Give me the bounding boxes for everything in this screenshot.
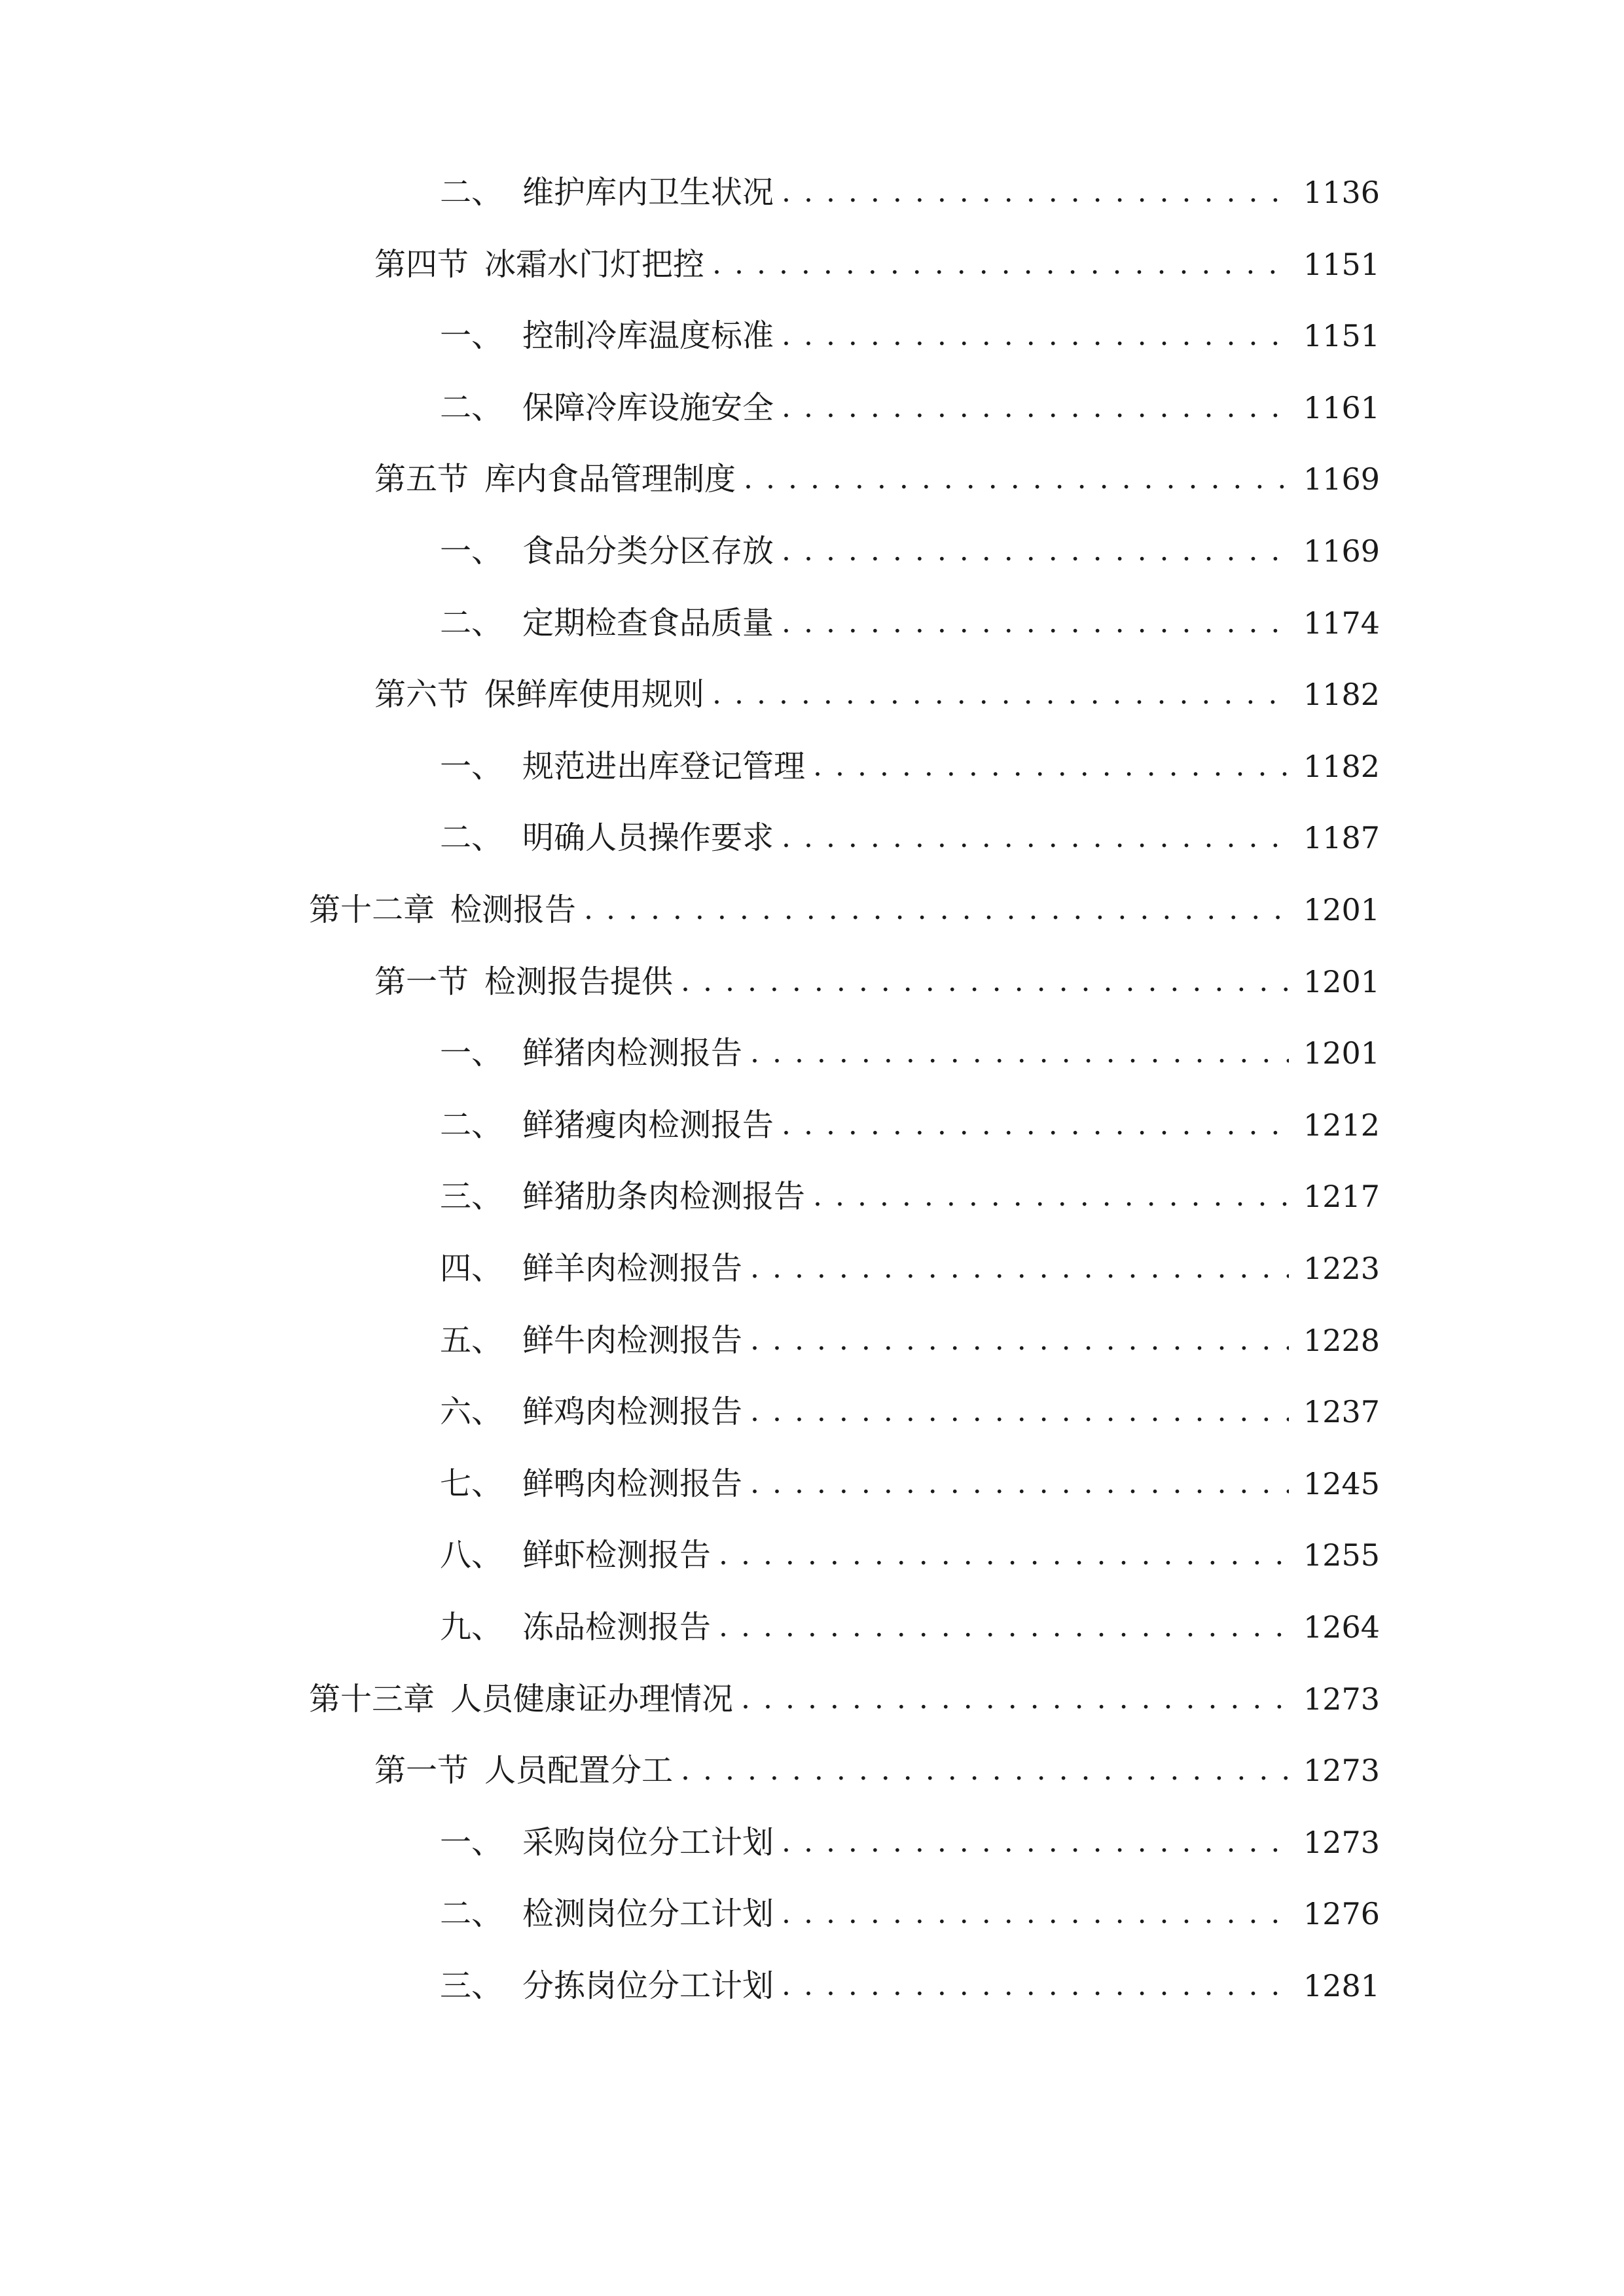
toc-entry-number: 八、 [440, 1537, 503, 1574]
dot-leader [584, 884, 1289, 936]
dot-leader [719, 1529, 1289, 1581]
toc-entry[interactable] [440, 166, 1380, 219]
toc-entry-number: 第五节 [374, 461, 469, 498]
toc-entry-page-number: 1212 [1303, 1107, 1380, 1143]
toc-entry[interactable] [440, 1529, 1380, 1581]
toc-entry-page-number: 1245 [1303, 1465, 1380, 1501]
dot-leader [782, 1816, 1289, 1869]
toc-entry[interactable] [440, 1027, 1380, 1079]
dot-leader [782, 310, 1289, 362]
toc-entry-title: 保鲜库使用规则 [484, 676, 705, 713]
toc-entry-title: 人员配置分工 [484, 1752, 674, 1789]
toc-entry[interactable] [440, 1170, 1380, 1223]
toc-entry-number: 九、 [440, 1609, 503, 1645]
dot-leader [782, 1960, 1289, 2012]
dot-leader [750, 1386, 1289, 1438]
toc-entry-number: 三、 [440, 1967, 503, 2004]
dot-leader [782, 525, 1289, 577]
toc-entry-page-number: 1273 [1303, 1824, 1380, 1860]
toc-entry-page-number: 1273 [1303, 1753, 1380, 1789]
toc-entry-page-number: 1273 [1303, 1681, 1380, 1717]
dot-leader [750, 1027, 1289, 1079]
toc-entry-page-number: 1136 [1303, 175, 1380, 210]
toc-entry[interactable] [440, 1099, 1380, 1151]
toc-entry-number: 一、 [440, 317, 503, 355]
dot-leader [782, 597, 1289, 649]
dot-leader [744, 453, 1289, 505]
toc-entry[interactable] [374, 668, 1380, 721]
toc-entry[interactable] [440, 310, 1380, 362]
toc-entry-number: 二、 [440, 604, 503, 641]
toc-entry[interactable] [374, 1744, 1380, 1797]
toc-entry-title: 保障冷库设施安全 [522, 389, 774, 426]
toc-entry-page-number: 1237 [1303, 1394, 1380, 1430]
toc-entry[interactable] [440, 1386, 1380, 1438]
toc-entry-page-number: 1228 [1303, 1322, 1380, 1358]
toc-entry-number: 第一节 [374, 963, 469, 1000]
toc-entry-title: 食品分类分区存放 [522, 533, 774, 569]
toc-entry-page-number: 1201 [1303, 963, 1380, 999]
toc-entry-page-number: 1182 [1303, 677, 1380, 713]
toc-entry-page-number: 1281 [1303, 1968, 1380, 2003]
dot-leader [782, 1099, 1289, 1151]
dot-leader [813, 1170, 1289, 1223]
toc-entry[interactable] [374, 453, 1380, 505]
toc-entry-number: 二、 [440, 819, 503, 857]
toc-entry-page-number: 1151 [1303, 246, 1380, 282]
toc-entry[interactable] [440, 1960, 1380, 2012]
toc-entry-number: 五、 [440, 1321, 503, 1359]
toc-entry-number: 三、 [440, 1178, 503, 1215]
toc-entry-title: 采购岗位分工计划 [522, 1823, 774, 1861]
toc-entry-page-number: 1169 [1303, 461, 1380, 497]
toc-entry-page-number: 1276 [1303, 1896, 1380, 1932]
toc-entry[interactable] [309, 884, 1380, 936]
toc-entry-title: 分拣岗位分工计划 [522, 1967, 774, 2004]
toc-entry-title: 鲜鸭肉检测报告 [522, 1465, 743, 1502]
toc-entry-page-number: 1182 [1303, 748, 1380, 784]
toc-entry-title: 鲜羊肉检测报告 [522, 1250, 743, 1287]
toc-entry-title: 规范进出库登记管理 [522, 747, 806, 785]
toc-entry-page-number: 1161 [1303, 389, 1380, 425]
toc-entry-page-number: 1201 [1303, 1035, 1380, 1071]
toc-entry-title: 鲜猪瘦肉检测报告 [522, 1106, 774, 1143]
toc-entry[interactable] [440, 382, 1380, 434]
dot-leader [750, 1242, 1289, 1295]
toc-entry-number: 二、 [440, 389, 503, 426]
toc-entry-number: 一、 [440, 747, 503, 785]
toc-entry-number: 六、 [440, 1393, 503, 1431]
dot-leader [719, 1601, 1289, 1653]
toc-entry[interactable] [440, 740, 1380, 793]
toc-entry-title: 检测报告 [450, 891, 577, 928]
dot-leader [712, 668, 1289, 721]
toc-entry[interactable] [309, 1673, 1380, 1725]
toc-entry-number: 二、 [440, 1106, 503, 1143]
dot-leader [750, 1314, 1289, 1367]
toc-entry-title: 检测报告提供 [484, 963, 674, 1000]
toc-entry-number: 七、 [440, 1465, 503, 1502]
toc-entry-page-number: 1217 [1303, 1179, 1380, 1215]
toc-entry[interactable] [440, 1314, 1380, 1367]
toc-entry-page-number: 1169 [1303, 533, 1380, 569]
toc-entry-title: 冻品检测报告 [522, 1609, 712, 1645]
toc-entry-number: 二、 [440, 174, 503, 211]
toc-entry[interactable] [440, 525, 1380, 577]
toc-entry-page-number: 1151 [1303, 318, 1380, 354]
dot-leader [750, 1458, 1289, 1510]
dot-leader [782, 812, 1289, 864]
toc-entry-page-number: 1187 [1303, 820, 1380, 856]
toc-entry-number: 四、 [440, 1250, 503, 1287]
toc-entry-number: 第十三章 [309, 1680, 435, 1717]
toc-entry-title: 鲜猪肉检测报告 [522, 1035, 743, 1072]
toc-entry[interactable] [374, 238, 1380, 291]
toc-entry[interactable] [374, 956, 1380, 1008]
toc-entry-title: 鲜鸡肉检测报告 [522, 1393, 743, 1431]
dot-leader [712, 238, 1289, 291]
toc-entry-number: 第四节 [374, 245, 469, 283]
toc-entry-title: 鲜牛肉检测报告 [522, 1321, 743, 1359]
toc-entry-title: 鲜猪肋条肉检测报告 [522, 1178, 806, 1215]
toc-entry[interactable] [440, 597, 1380, 649]
toc-entry-number: 二、 [440, 1895, 503, 1933]
toc-entry[interactable] [440, 1816, 1380, 1869]
dot-leader [782, 382, 1289, 434]
toc-entry-title: 定期检查食品质量 [522, 604, 774, 641]
toc-entry-page-number: 1174 [1303, 605, 1380, 641]
dot-leader [681, 956, 1289, 1008]
toc-entry-page-number: 1264 [1303, 1609, 1380, 1645]
toc-entry-title: 维护库内卫生状况 [522, 174, 774, 211]
toc-entry-title: 库内食品管理制度 [484, 461, 736, 498]
toc-entry[interactable] [440, 812, 1380, 864]
toc-entry-number: 第十二章 [309, 891, 435, 928]
toc-entry-page-number: 1223 [1303, 1251, 1380, 1286]
toc-entry-title: 明确人员操作要求 [522, 819, 774, 857]
dot-leader [782, 166, 1289, 219]
toc-entry-number: 第六节 [374, 676, 469, 713]
dot-leader [681, 1744, 1289, 1797]
toc-entry-title: 人员健康证办理情况 [450, 1680, 734, 1717]
toc-entry[interactable] [440, 1242, 1380, 1295]
toc-entry[interactable] [440, 1458, 1380, 1510]
toc-entry-page-number: 1201 [1303, 892, 1380, 927]
toc-entry-title: 鲜虾检测报告 [522, 1537, 712, 1574]
dot-leader [813, 740, 1289, 793]
dot-leader [782, 1888, 1289, 1940]
toc-entry-number: 一、 [440, 1035, 503, 1072]
toc-entry[interactable] [440, 1888, 1380, 1940]
toc-entry-page-number: 1255 [1303, 1537, 1380, 1573]
toc-entry-number: 一、 [440, 1823, 503, 1861]
toc-entry-number: 第一节 [374, 1752, 469, 1789]
dot-leader [741, 1673, 1289, 1725]
toc-entry[interactable] [440, 1601, 1380, 1653]
toc-entry-title: 检测岗位分工计划 [522, 1895, 774, 1933]
toc-entry-number: 一、 [440, 533, 503, 569]
toc-entry-title: 控制冷库温度标准 [522, 317, 774, 355]
toc-entry-title: 冰霜水门灯把控 [484, 245, 705, 283]
